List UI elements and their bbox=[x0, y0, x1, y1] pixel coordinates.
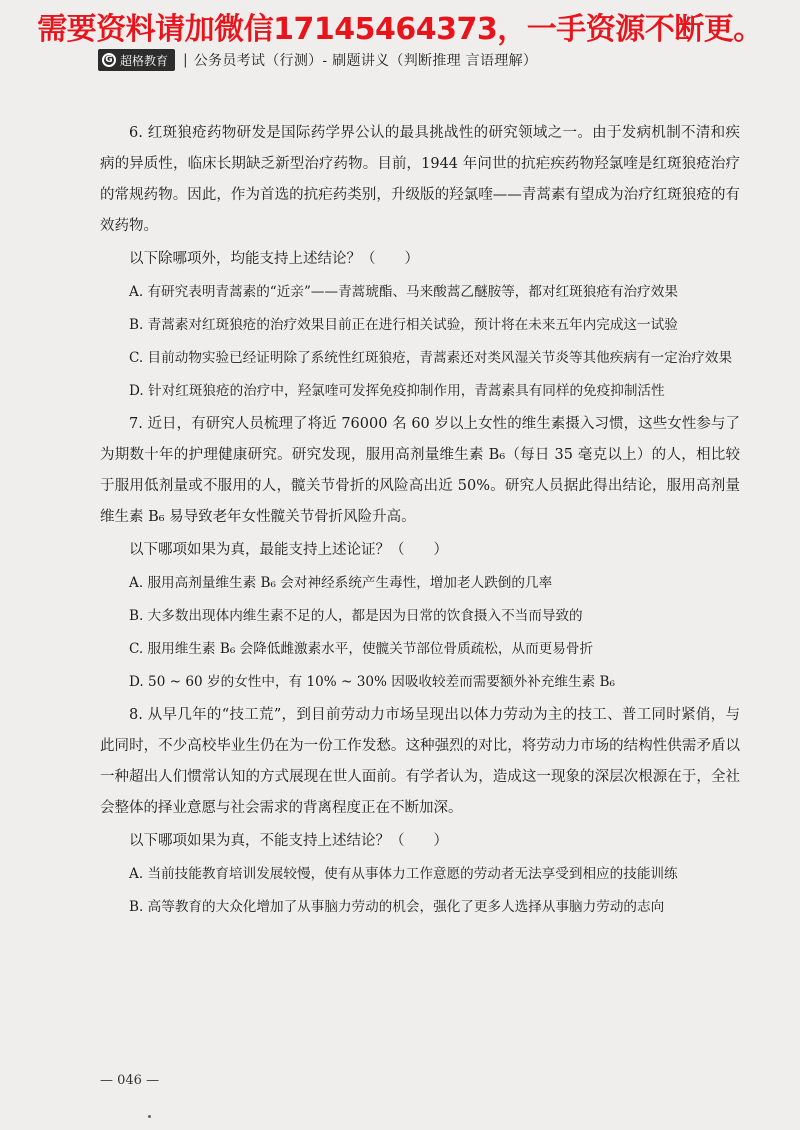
option-a: A. 服用高剂量维生素 B₆ 会对神经系统产生毒性，增加老人跌倒的几率 bbox=[129, 575, 553, 591]
option-d: D. 50 ~ 60 岁的女性中，有 10% ~ 30% 因吸收较差而需要额外补充维生素 B₆ bbox=[129, 674, 615, 690]
header-title: 公务员考试（行测）- 刷题讲义（判断推理 言语理解） bbox=[193, 53, 538, 69]
option-b: B. 高等教育的大众化增加了从事脑力劳动的机会，强化了更多人选择从事脑力劳动的志向 bbox=[129, 899, 665, 915]
page-number: — 046 — bbox=[100, 1073, 160, 1088]
page-header bbox=[98, 48, 537, 72]
option-b: B. 青蒿素对红斑狼疮的治疗效果目前正在进行相关试验，预计将在未来五年内完成这一试验 bbox=[129, 317, 678, 333]
question-prompt: 以下除哪项外，均能支持上述结论？（ ） bbox=[129, 251, 419, 267]
logo bbox=[98, 49, 175, 71]
question-8 bbox=[100, 700, 740, 923]
header-separator: | bbox=[183, 52, 188, 68]
page-content bbox=[100, 118, 740, 925]
option-a: A. 当前技能教育培训发展较慢，使有从事体力工作意愿的劳动者无法享受到相应的技能训练 bbox=[129, 866, 678, 882]
question-7 bbox=[100, 409, 740, 698]
logo-text: 超格教育 bbox=[120, 53, 169, 68]
question-prompt: 以下哪项如果为真，最能支持上述论证？（ ） bbox=[129, 542, 448, 558]
option-b: B. 大多数出现体内维生素不足的人，都是因为日常的饮食摄入不当而导致的 bbox=[129, 608, 583, 624]
option-c: C. 目前动物实验已经证明除了系统性红斑狼疮，青蒿素还对类风湿关节炎等其他疾病有一定治疗效果 bbox=[129, 350, 733, 366]
question-stem: 6. 红斑狼疮药物研发是国际药学界公认的最具挑战性的研究领域之一。由于发病机制不清和疾病的异质性，临床长期缺乏新型治疗药物。目前，1944 年问世的抗疟疾药物羟氯喹是红斑狼疮治疗的常规药物。因此，作为首选的抗疟药类别，升级版的羟氯喹——青蒿素有望成为治疗红斑狼疮的有效药物。 bbox=[100, 125, 740, 234]
option-c: C. 服用维生素 B₆ 会降低雌激素水平，使髋关节部位骨质疏松，从而更易骨折 bbox=[129, 641, 594, 657]
option-d: D. 针对红斑狼疮的治疗中，羟氯喹可发挥免疫抑制作用，青蒿素具有同样的免疫抑制活性 bbox=[129, 383, 665, 399]
question-prompt: 以下哪项如果为真，不能支持上述结论？（ ） bbox=[129, 833, 448, 849]
question-stem: 8. 从早几年的“技工荒”，到目前劳动力市场呈现出以体力劳动为主的技工、普工同时紧俏，与此同时，不少高校毕业生仍在为一份工作发愁。这种强烈的对比，将劳动力市场的结构性供需矛盾以一种超出人们惯常认知的方式展现在世人面前。有学者认为，造成这一现象的深层次根源在于，全社会整体的择业意愿与社会需求的背离程度正在不断加深。 bbox=[100, 707, 740, 816]
option-a: A. 有研究表明青蒿素的“近亲”——青蒿琥酯、马来酸蒿乙醚胺等，都对红斑狼疮有治疗效果 bbox=[129, 284, 678, 300]
question-6 bbox=[100, 118, 740, 407]
question-stem: 7. 近日，有研究人员梳理了将近 76000 名 60 岁以上女性的维生素摄入习惯，这些女性参与了为期数十年的护理健康研究。研究发现，服用高剂量维生素 B₆（每日 35 毫克以上）的人，相比较于服用低剂量或不服用的人，髋关节骨折的风险高出近 50%。研究人员据此得出结论，服用高剂量维生素 B₆ 易导致老年女性髋关节骨折风险升高。 bbox=[100, 416, 740, 525]
logo-icon: G bbox=[102, 53, 116, 67]
watermark-banner: 需要资料请加微信17145464373，一手资源不断更。 bbox=[37, 12, 763, 47]
scan-speck bbox=[148, 1115, 151, 1118]
